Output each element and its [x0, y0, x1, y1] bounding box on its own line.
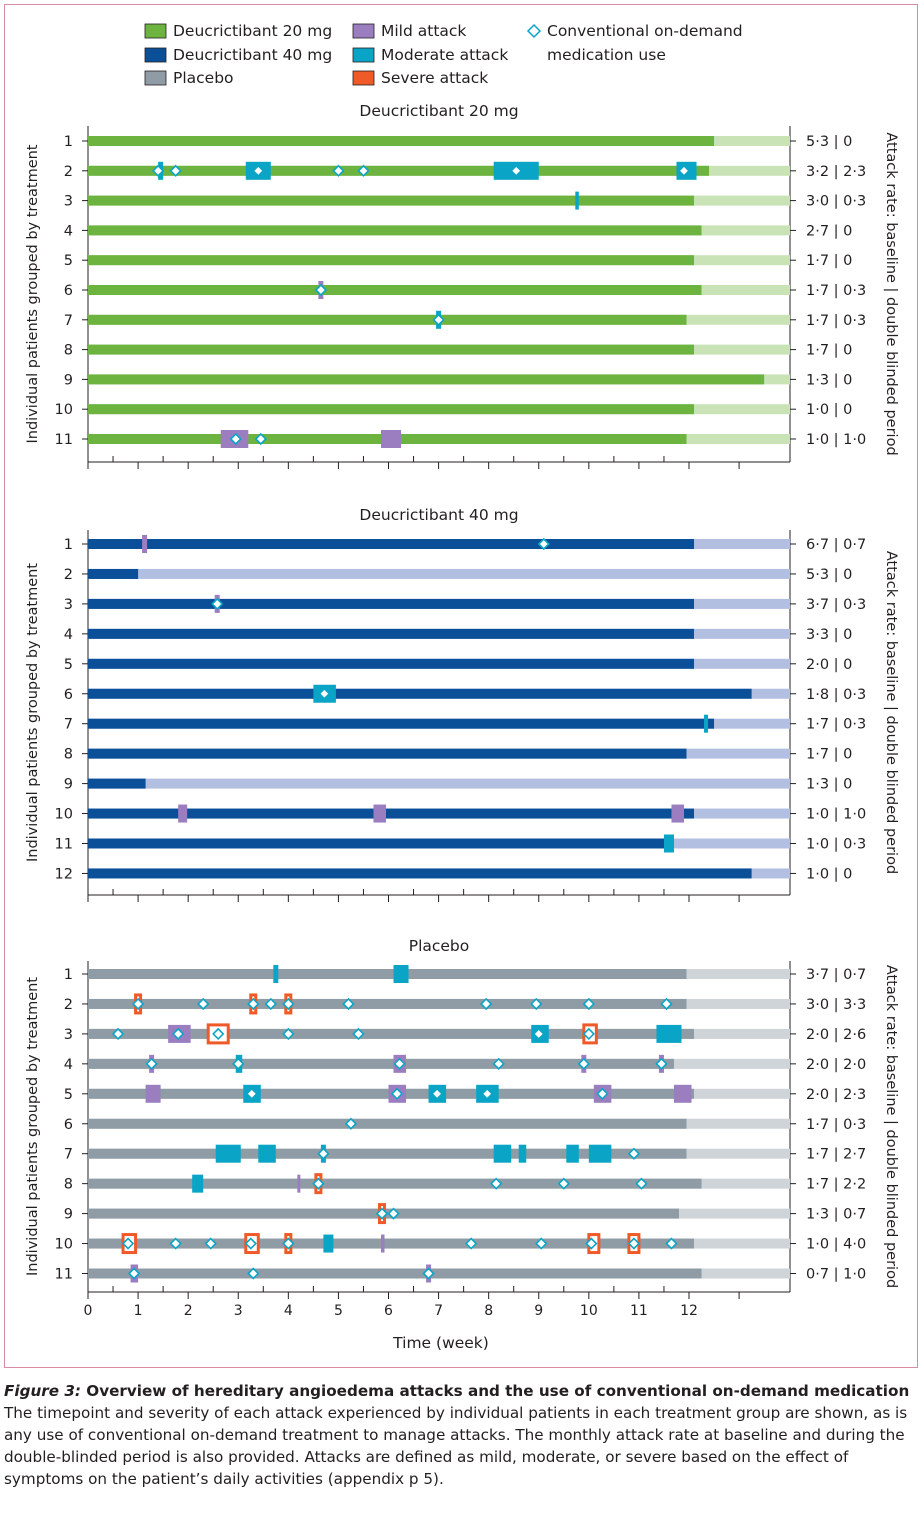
patient-row [64, 777, 853, 793]
mild-attack-marker [178, 805, 187, 823]
treatment-bar [88, 255, 694, 265]
treatment-bar [88, 1179, 702, 1189]
legend-item [145, 69, 234, 87]
legend-label: medication use [547, 46, 666, 64]
legend-swatch [145, 71, 166, 85]
attack-rate-label: 1·0 | 0·3 [806, 836, 867, 853]
patient-row [64, 223, 853, 239]
patient-row [55, 1235, 867, 1253]
attack-rate-label: 1·3 | 0·7 [806, 1206, 867, 1223]
treatment-bar [88, 749, 686, 759]
patient-row [64, 162, 866, 180]
attack-rate-label: 3·0 | 3·3 [806, 996, 867, 1013]
patient-id-label: 2 [63, 566, 73, 583]
attack-rate-label: 1·0 | 0 [806, 402, 853, 419]
caption-title [4, 1380, 916, 1402]
treatment-bar [88, 779, 146, 789]
patient-row [64, 995, 866, 1013]
attack-rate-label: 6·7 | 0·7 [806, 537, 867, 553]
x-tick-label: 9 [534, 1303, 544, 1319]
mild-attack-marker [373, 805, 386, 823]
patient-id-label: 1 [63, 537, 73, 553]
right-axis-label: Attack rate: baseline | double blinded period [883, 132, 899, 456]
legend-label: Moderate attack [381, 46, 509, 64]
patient-row [64, 595, 866, 613]
patient-id-label: 10 [54, 1236, 73, 1253]
moderate-attack-marker [566, 1145, 579, 1163]
patient-row [64, 965, 866, 983]
patient-id-label: 5 [63, 253, 73, 270]
patient-row [64, 311, 866, 329]
attack-rate-label: 2·7 | 0 [806, 223, 853, 240]
treatment-bar [88, 1269, 702, 1279]
treatment-bar [88, 969, 686, 979]
follow-up-bar [88, 569, 790, 579]
patient-id-label: 6 [63, 1116, 73, 1133]
legend-swatch [353, 48, 374, 62]
patient-row [64, 685, 866, 703]
patient-id-label: 10 [54, 806, 73, 823]
legend-item [353, 22, 466, 40]
moderate-attack-marker [258, 1145, 276, 1163]
patient-id-label: 11 [54, 1266, 73, 1283]
patient-row [64, 253, 853, 269]
x-tick-label: 0 [83, 1303, 93, 1319]
x-axis-label: Time (week) [393, 1334, 489, 1352]
legend-swatch [353, 71, 374, 85]
patient-id-label: 12 [54, 866, 73, 883]
panel-title: Deucrictibant 40 mg [359, 506, 519, 524]
x-tick-label: 1 [133, 1303, 143, 1319]
patient-id-label: 5 [63, 656, 73, 673]
panel-title: Placebo [408, 937, 470, 955]
patient-id-label: 6 [63, 283, 73, 299]
moderate-attack-marker [704, 715, 708, 733]
attack-rate-label: 1·7 | 2·2 [806, 1176, 867, 1193]
right-axis-label: Attack rate: baseline | double blinded period [883, 964, 899, 1289]
attack-rate-label: 3·3 | 0 [806, 626, 853, 643]
treatment-bar [88, 599, 694, 609]
legend-item [353, 69, 488, 87]
treatment-bar [88, 374, 764, 384]
moderate-attack-marker [394, 965, 409, 983]
attack-rate-label: 3·0 | 0·3 [806, 193, 867, 210]
legend-diamond-icon [528, 25, 540, 37]
patient-row [55, 1265, 867, 1283]
mild-attack-marker [146, 1085, 161, 1103]
attack-rate-label: 1·7 | 0·3 [806, 1116, 867, 1133]
mild-attack-marker [671, 805, 684, 823]
treatment-bar [88, 719, 714, 729]
attack-rate-label: 1·7 | 0 [806, 342, 853, 359]
patient-row [64, 747, 853, 763]
patient-row [64, 1085, 866, 1103]
caption-body: The timepoint and severity of each attack experienced by individual patients in each treatment group are shown, as is any use of conventional on-demand treatment to manage attacks. The monthly attack rate at baseline and during the double-blinded period is also provided. Attacks are defined as mild, moderate, or severe based on the effect of symptoms on the patient’s daily activities (appendix p 5). [4, 1404, 908, 1488]
attack-rate-label: 1·7 | 2·7 [806, 1146, 867, 1163]
treatment-bar [88, 136, 714, 146]
attack-rate-label: 1·7 | 0 [806, 253, 853, 270]
treatment-bar [88, 225, 702, 235]
legend-label: Severe attack [381, 69, 489, 87]
moderate-attack-marker [273, 965, 278, 983]
x-tick-label: 8 [484, 1303, 494, 1319]
mild-attack-marker [381, 430, 401, 448]
mild-attack-marker [297, 1175, 300, 1193]
x-tick-label: 5 [333, 1303, 343, 1319]
moderate-attack-marker [494, 1145, 512, 1163]
patient-row [64, 372, 853, 388]
patient-id-label: 4 [63, 626, 73, 643]
treatment-bar [88, 404, 694, 414]
x-tick-label: 10 [579, 1303, 598, 1319]
treatment-bar [88, 999, 686, 1009]
attack-rate-label: 3·2 | 2·3 [806, 163, 867, 180]
attack-rate-label: 1·0 | 4·0 [806, 1236, 867, 1253]
attack-rate-label: 1·8 | 0·3 [806, 686, 867, 703]
patient-row [64, 627, 853, 643]
caption-figure-number: Figure 3: [4, 1382, 81, 1400]
attack-rate-label: 2·0 | 0 [806, 656, 853, 673]
patient-row [55, 402, 853, 418]
panel [25, 937, 899, 1319]
patient-id-label: 11 [54, 836, 73, 853]
patient-id-label: 8 [63, 342, 73, 359]
moderate-attack-marker [192, 1175, 203, 1193]
patient-id-label: 11 [54, 432, 73, 448]
legend-label: Conventional on-demand [547, 22, 743, 40]
patient-row [64, 1117, 866, 1133]
patient-id-label: 1 [63, 134, 73, 150]
treatment-bar [88, 839, 674, 849]
legend-swatch [145, 24, 166, 38]
legend-item [353, 46, 508, 64]
x-tick-label: 3 [233, 1303, 243, 1319]
treatment-bar [88, 285, 702, 295]
follow-up-bar [88, 779, 790, 789]
attack-rate-label: 1·7 | 0 [806, 746, 853, 763]
attack-rate-label: 1·0 | 1·0 [806, 806, 867, 823]
attack-rate-label: 2·0 | 2·0 [806, 1056, 867, 1073]
patient-row [64, 715, 866, 733]
x-tick-label: 6 [384, 1303, 393, 1319]
treatment-bar [88, 539, 694, 549]
patient-row [64, 1025, 866, 1043]
patient-id-label: 2 [63, 163, 73, 180]
treatment-bar [88, 659, 694, 669]
attack-rate-label: 2·0 | 2·3 [806, 1086, 867, 1103]
patient-id-label: 8 [63, 1176, 73, 1193]
figure-caption [4, 1380, 916, 1490]
patient-id-label: 8 [63, 746, 73, 763]
treatment-bar [88, 689, 752, 699]
patient-id-label: 9 [63, 372, 73, 389]
x-tick-label: 12 [680, 1303, 698, 1319]
treatment-bar [88, 868, 752, 878]
patient-id-label: 4 [63, 223, 73, 240]
patient-row [64, 134, 853, 150]
right-axis-label: Attack rate: baseline | double blinded period [883, 550, 899, 875]
attack-rate-label: 2·0 | 2·6 [806, 1026, 867, 1043]
patient-row [64, 1205, 866, 1223]
attack-rate-label: 5·3 | 0 [806, 134, 853, 150]
y-axis-label: Individual patients grouped by treatment [25, 144, 41, 444]
patient-id-label: 10 [54, 402, 73, 419]
mild-attack-marker [381, 1235, 385, 1253]
legend-label: Mild attack [381, 22, 467, 40]
legend-item [145, 22, 332, 40]
patient-id-label: 4 [63, 1056, 73, 1073]
legend-swatch [353, 24, 374, 38]
mild-attack-marker [674, 1085, 692, 1103]
moderate-attack-marker [656, 1025, 681, 1043]
legend-item [145, 46, 332, 64]
legend-label: Deucrictibant 20 mg [173, 22, 333, 40]
patient-id-label: 2 [63, 996, 73, 1013]
legend [145, 22, 743, 87]
legend-item [528, 22, 743, 64]
x-tick-label: 4 [283, 1303, 293, 1319]
patient-row [64, 1175, 866, 1193]
attack-rate-label: 1·3 | 0 [806, 372, 853, 389]
moderate-attack-marker [323, 1235, 333, 1253]
patient-id-label: 7 [63, 1146, 73, 1163]
patient-id-label: 3 [63, 596, 73, 613]
moderate-attack-marker [519, 1145, 527, 1163]
legend-label: Deucrictibant 40 mg [173, 46, 333, 64]
patient-row [64, 343, 853, 359]
patient-id-label: 6 [63, 686, 73, 703]
attack-rate-label: 1·3 | 0 [806, 776, 853, 793]
moderate-attack-marker [664, 835, 674, 853]
attack-rate-label: 1·7 | 0·3 [806, 312, 867, 329]
attack-rate-label: 3·7 | 0·3 [806, 596, 867, 613]
caption-title-text: Overview of hereditary angioedema attacks and the use of conventional on-demand medication [86, 1382, 910, 1400]
attack-rate-label: 5·3 | 0 [806, 566, 853, 583]
patient-id-label: 3 [63, 193, 73, 210]
patient-row [55, 835, 867, 853]
mild-attack-marker [142, 535, 147, 553]
patient-row [55, 866, 853, 882]
patient-row [64, 192, 866, 210]
moderate-attack-marker [575, 192, 579, 210]
y-axis-label: Individual patients grouped by treatment [25, 563, 41, 862]
patient-row [64, 657, 853, 673]
attack-rate-label: 3·7 | 0·7 [806, 967, 867, 983]
panel [25, 102, 899, 469]
attack-rate-label: 1·7 | 0·3 [806, 283, 867, 299]
x-tick-label: 7 [434, 1303, 444, 1319]
patient-row [55, 430, 867, 448]
x-tick-label: 2 [183, 1303, 193, 1319]
treatment-bar [88, 629, 694, 639]
patient-id-label: 5 [63, 1086, 73, 1103]
patient-row [64, 535, 866, 553]
treatment-bar [88, 569, 138, 579]
patient-id-label: 9 [63, 1206, 73, 1223]
attack-rate-label: 1·0 | 1·0 [806, 432, 867, 448]
patient-row [64, 1055, 866, 1073]
attack-rate-label: 1·0 | 0 [806, 866, 853, 883]
y-axis-label: Individual patients grouped by treatment [25, 977, 41, 1276]
x-tick-label: 11 [630, 1303, 648, 1319]
patient-row [64, 281, 866, 299]
legend-swatch [145, 48, 166, 62]
moderate-attack-marker [216, 1145, 241, 1163]
treatment-bar [88, 315, 686, 325]
treatment-bar [88, 196, 694, 206]
patient-id-label: 3 [63, 1026, 73, 1043]
panel-title: Deucrictibant 20 mg [359, 102, 519, 120]
patient-id-label: 9 [63, 776, 73, 793]
patient-id-label: 7 [63, 716, 73, 733]
panels [25, 102, 899, 1319]
attack-rate-label: 0·7 | 1·0 [806, 1266, 867, 1283]
patient-id-label: 1 [63, 967, 73, 983]
legend-label: Placebo [173, 69, 234, 87]
attack-rate-label: 1·7 | 0·3 [806, 716, 867, 733]
patient-row [64, 1145, 866, 1163]
patient-id-label: 7 [63, 312, 73, 329]
patient-row [55, 805, 867, 823]
treatment-bar [88, 345, 694, 355]
panel [25, 506, 899, 902]
patient-row [64, 567, 853, 583]
moderate-attack-marker [589, 1145, 612, 1163]
treatment-bar [88, 1119, 686, 1129]
